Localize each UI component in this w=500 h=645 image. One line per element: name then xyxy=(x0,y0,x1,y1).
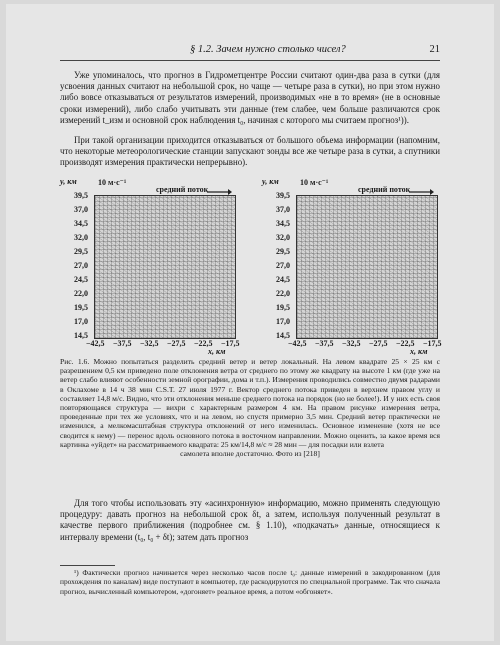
y-tick: 27,0 xyxy=(276,261,290,270)
y-axis-label: y, км xyxy=(60,177,77,186)
running-header xyxy=(60,44,440,58)
y-tick: 17,0 xyxy=(74,317,88,326)
x-tick: −42,5 xyxy=(288,339,307,348)
paragraph-2: При такой организации приходится отказываться от большого объема информации (напомним, что некоторые метеорологические станции запускают зонды все же четыре раза в сутки, а спутники производят измерения практически непрерывно). xyxy=(60,135,440,168)
mean-flow-label: средний поток xyxy=(156,185,209,194)
running-title: § 1.2. Зачем нужно столько чисел? xyxy=(190,44,346,55)
y-tick: 27,0 xyxy=(74,261,88,270)
header-rule xyxy=(60,60,440,61)
y-tick: 22,0 xyxy=(276,289,290,298)
y-tick: 24,5 xyxy=(74,275,88,284)
y-tick: 32,0 xyxy=(276,233,290,242)
y-tick: 24,5 xyxy=(276,275,290,284)
y-tick: 37,0 xyxy=(276,205,290,214)
y-tick: 29,5 xyxy=(276,247,290,256)
x-tick: −37,5 xyxy=(113,339,132,348)
x-tick: −32,5 xyxy=(342,339,361,348)
y-tick: 39,5 xyxy=(74,191,88,200)
x-ticks-right xyxy=(288,339,488,351)
figure-caption xyxy=(60,357,440,458)
y-tick: 19,5 xyxy=(276,303,290,312)
x-ticks-left xyxy=(86,339,286,351)
figure-panel-right xyxy=(262,175,442,347)
figure-panel-left xyxy=(60,175,240,347)
footnote: ¹) Фактически прогноз начинается через несколько часов после t₀: данные измерений в закодированном (для прохождения по каналам) виде поступают в компьютер, где раскодируются по специальной программе. Так что сначала прогноз, вычисленный компьютером, «догоняет» реальное время, а потом «обгоняет». xyxy=(60,568,440,596)
paragraph-1: Уже упоминалось, что прогноз в Гидрометцентре России считают один-два раза в сутки (для усвоения данных считают на небольшой срок, но чаще — четыре раза в сутки), но при этом нужно либо вовсе отказываться от результатов измерений, производимых «не в то время» (не в основные сроки измерений), либо слабо учитывать эти данные (тем слабее, чем больше различаются срок измерений t_изм и основной срок наблюдения t₀, начиная с которого мы считаем прогноз¹)). xyxy=(60,70,440,125)
page-number: 21 xyxy=(429,44,440,55)
x-tick: −42,5 xyxy=(86,339,105,348)
y-tick: 37,0 xyxy=(74,205,88,214)
y-axis-label: y, км xyxy=(262,177,279,186)
scale-label: 10 м·с⁻¹ xyxy=(300,178,329,187)
footnote-rule xyxy=(60,565,115,566)
y-tick: 22,0 xyxy=(74,289,88,298)
caption-body: Рис. 1.6. Можно попытаться разделить средний ветер и ветер локальный. На левом квадрате 25 × 25 км с разрешением 0,5 км приведено поле отклонения ветра от среднего по этому же квадрату на высоте 1 км (где уже на ветер слабо влияют особенности земной орографии, дома и т.п.). Измерения проводились совместно двумя радарами в Оклахоме в 14 ч 38 мин C.S.T. 27 июля 1977 г. Вектор среднего потока приведен в верхнем правом углу и составляет 14,8 м/с. Видно, что эти отклонения меньше среднего потока на порядок (но не более!). И у них есть своя повторяющаяся структура — вихри с характерным размером 4 км. На правом рисунке измерения ветра, проведенные при тех же условиях, что и на левом, но спустя примерно 3,5 мин. Средний ветер практически не изменился, а мелкомасштабная структура отклонений от него изменилась. Основное изменение (хотя не все сводится к нему) — перенос вдоль основного потока в восточном направлении. Можно оценить, за какое время вся картинка «уйдет» на рассматриваемого квадрата: 25 км/14,8 м/с ≈ 28 мин — для посадки или взлета xyxy=(60,357,440,449)
x-tick: −22,5 xyxy=(396,339,415,348)
wind-vector-field-right xyxy=(296,195,438,339)
x-tick: −27,5 xyxy=(167,339,186,348)
y-ticks xyxy=(262,189,296,339)
y-tick: 19,5 xyxy=(74,303,88,312)
paragraph-3: Для того чтобы использовать эту «асинхронную» информацию, можно применять следующую процедуру: давать прогноз на небольшой срок δt, а затем, используя полученный результат в качестве первого приближения (подробнее см. § 1.10), «подкачать» данные, относящиеся к интервалу времени (t₀, t₀ + δt); затем дать прогноз xyxy=(60,498,440,542)
x-tick: −27,5 xyxy=(369,339,388,348)
y-ticks xyxy=(60,189,94,339)
x-tick: −37,5 xyxy=(315,339,334,348)
x-tick: −22,5 xyxy=(194,339,213,348)
y-tick: 39,5 xyxy=(276,191,290,200)
y-tick: 29,5 xyxy=(74,247,88,256)
y-tick: 34,5 xyxy=(74,219,88,228)
x-axis-label-left: x, км xyxy=(208,347,226,356)
x-tick: −17,5 xyxy=(423,339,442,348)
y-tick: 17,0 xyxy=(276,317,290,326)
wind-vector-field-left xyxy=(94,195,236,339)
x-axis-label-right: x, км xyxy=(410,347,428,356)
x-tick: −32,5 xyxy=(140,339,159,348)
y-tick: 14,5 xyxy=(74,331,88,340)
x-tick: −17,5 xyxy=(221,339,240,348)
y-tick: 34,5 xyxy=(276,219,290,228)
y-tick: 32,0 xyxy=(74,233,88,242)
y-tick: 14,5 xyxy=(276,331,290,340)
scale-label: 10 м·с⁻¹ xyxy=(98,178,127,187)
caption-last-line: самолета вполне достаточно. Фото из [218] xyxy=(180,449,320,459)
mean-flow-label: средний поток xyxy=(358,185,411,194)
